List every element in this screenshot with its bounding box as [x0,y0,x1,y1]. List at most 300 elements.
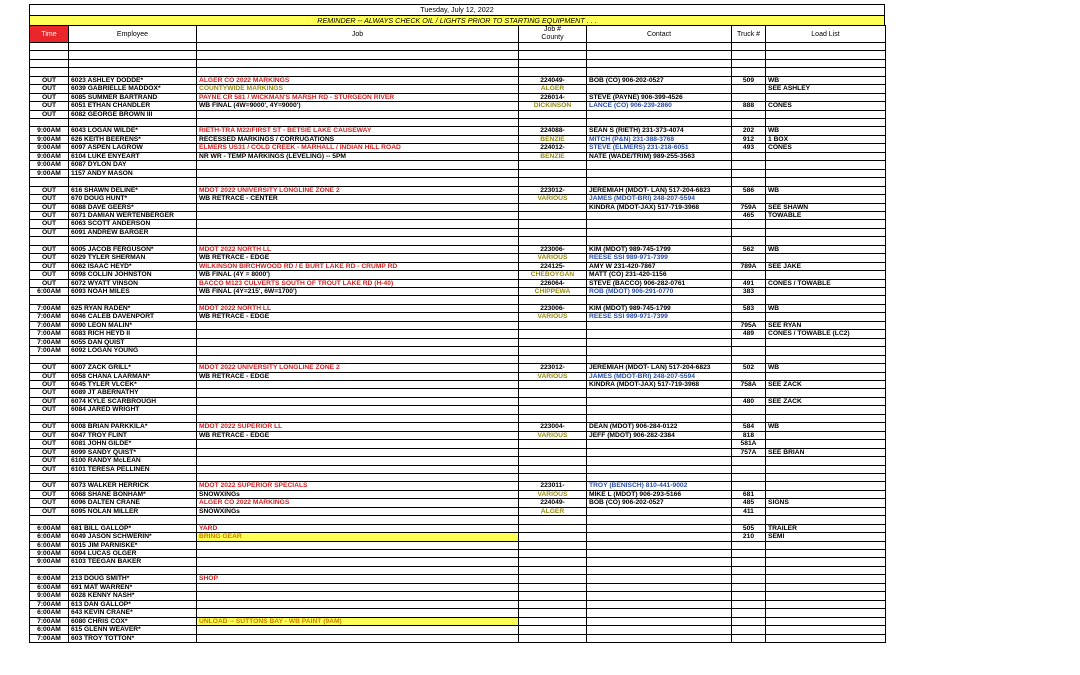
cell-time: OUT [30,211,69,219]
cell-truck: 818 [732,431,766,439]
cell-job-number [519,600,587,608]
cell-truck: 505 [732,524,766,532]
cell-contact [587,440,732,448]
cell-truck [732,110,766,118]
cell-employee: 6008 BRIAN PARKKILA* [69,423,197,431]
cell-time: OUT [30,110,69,118]
cell-truck: 581A [732,440,766,448]
cell-job [197,516,519,524]
cell-job-number [519,609,587,617]
table-row [30,499,886,507]
cell-job [197,338,519,346]
cell-contact [587,110,732,118]
cell-job: WILKINSON BIRCHWOOD RD / E BURT LAKE RD - CRUMP RD [197,262,519,270]
cell-load-list: SEE ZACK [766,397,886,405]
cell-time: 7:00AM [30,634,69,642]
cell-employee: 6089 JT ABERNATHY [69,389,197,397]
cell-time: OUT [30,186,69,194]
cell-truck [732,473,766,481]
cell-contact [587,507,732,515]
cell-job [197,228,519,236]
cell-contact [587,524,732,532]
table-row [30,203,886,211]
cell-job-number [519,237,587,245]
cell-truck: 912 [732,135,766,143]
cell-time [30,414,69,422]
cell-contact: KIM (MDOT) 989-745-1799 [587,304,732,312]
cell-truck: 485 [732,499,766,507]
cell-time: 7:00AM [30,347,69,355]
cell-truck [732,465,766,473]
cell-load-list [766,389,886,397]
cell-job: SNOWXINGs [197,490,519,498]
cell-load-list: SEMI [766,533,886,541]
table-row [30,583,886,591]
cell-job-number [519,457,587,465]
table-row [30,85,886,93]
cell-employee: 6103 TEEGAN BAKER [69,558,197,566]
cell-time: OUT [30,431,69,439]
cell-load-list: WB [766,127,886,135]
cell-job: BACCO M123 CULVERTS SOUTH OF TROUT LAKE RD (H-40) [197,279,519,287]
cell-contact [587,626,732,634]
cell-job [197,592,519,600]
cell-job [197,626,519,634]
cell-employee: 1157 ANDY MASON [69,169,197,177]
cell-employee [69,51,197,59]
cell-truck [732,355,766,363]
cell-time [30,51,69,59]
cell-employee: 6093 NOAH MILES [69,288,197,296]
table-row [30,575,886,583]
table-row [30,457,886,465]
table-row [30,507,886,515]
cell-contact: REESE SSI 989-971-7399 [587,254,732,262]
table-row [30,338,886,346]
table-row [30,626,886,634]
cell-job-number: BENZIE [519,135,587,143]
cell-job: MDOT 2022 UNIVERSITY LONGLINE ZONE 2 [197,186,519,194]
table-row [30,262,886,270]
cell-truck: 758A [732,380,766,388]
cell-load-list [766,296,886,304]
cell-contact: KINDRA (MDOT-JAX) 517-719-3968 [587,203,732,211]
cell-job-number [519,119,587,127]
cell-truck: 202 [732,127,766,135]
cell-contact: MIKE L (MDOT) 906-293-5166 [587,490,732,498]
cell-truck [732,93,766,101]
col-header-job-number [519,26,587,43]
cell-employee [69,178,197,186]
cell-time: OUT [30,279,69,287]
table-row [30,135,886,143]
cell-job: ALGER CO 2022 MARKINGS [197,499,519,507]
cell-employee: 6080 CHRIS COX* [69,617,197,625]
cell-time: OUT [30,397,69,405]
table-row [30,271,886,279]
table-row [30,617,886,625]
cell-truck: 562 [732,245,766,253]
schedule-rows [30,43,886,643]
table-row [30,288,886,296]
cell-job-number [519,355,587,363]
col-header-contact: Contact [587,26,732,43]
cell-job [197,178,519,186]
cell-load-list: TOWABLE [766,211,886,219]
cell-employee: 6092 LOGAN YOUNG [69,347,197,355]
table-row [30,397,886,405]
cell-load-list [766,178,886,186]
cell-employee: 6097 ASPEN LAGROW [69,144,197,152]
cell-employee: 6047 TROY FLINT [69,431,197,439]
cell-contact: SEAN S (RIETH) 231-373-4074 [587,127,732,135]
cell-load-list [766,338,886,346]
cell-contact [587,609,732,617]
cell-time: 7:00AM [30,617,69,625]
cell-job [197,558,519,566]
spacer-row [30,59,886,67]
cell-job [197,43,519,51]
cell-employee [69,237,197,245]
cell-contact: JEREMIAH (MDOT- LAN) 517-204-6823 [587,186,732,194]
cell-employee: 6055 DAN QUIST [69,338,197,346]
cell-job [197,161,519,169]
cell-time: OUT [30,102,69,110]
cell-time: OUT [30,364,69,372]
cell-truck [732,59,766,67]
cell-employee: 6063 SCOTT ANDERSON [69,220,197,228]
cell-employee: 6072 WYATT VINSON [69,279,197,287]
cell-job [197,355,519,363]
cell-job-number [519,389,587,397]
table-row [30,76,886,84]
cell-load-list [766,59,886,67]
table-row [30,195,886,203]
cell-job: BRING GEAR [197,533,519,541]
cell-job [197,406,519,414]
reminder-banner: REMINDER -- ALWAYS CHECK OIL / LIGHTS PRIOR TO STARTING EQUIPMENT . . . [29,15,885,25]
cell-contact [587,51,732,59]
cell-job [197,110,519,118]
spacer-row [30,68,886,76]
cell-employee: 6085 SUMMER BARTRAND [69,93,197,101]
cell-load-list: CONES / TOWABLE (LC2) [766,330,886,338]
cell-job-number: CHIPPEWA [519,288,587,296]
cell-contact [587,355,732,363]
cell-time: 9:00AM [30,152,69,160]
cell-load-list [766,457,886,465]
cell-load-list [766,490,886,498]
cell-contact [587,347,732,355]
cell-time: 7:00AM [30,330,69,338]
cell-truck: 681 [732,490,766,498]
table-row [30,144,886,152]
cell-contact [587,583,732,591]
cell-time: 9:00AM [30,550,69,558]
cell-time: OUT [30,490,69,498]
cell-contact: BOB (CO) 906-202-0527 [587,76,732,84]
cell-time: OUT [30,85,69,93]
table-row [30,186,886,194]
cell-employee: 6045 TYLER VLCEK* [69,380,197,388]
cell-time: OUT [30,93,69,101]
cell-load-list [766,254,886,262]
cell-load-list [766,482,886,490]
cell-contact [587,600,732,608]
table-row [30,220,886,228]
cell-job [197,609,519,617]
cell-job [197,296,519,304]
cell-job [197,51,519,59]
cell-time [30,59,69,67]
cell-load-list: SEE ZACK [766,380,886,388]
cell-time: 9:00AM [30,161,69,169]
cell-truck [732,313,766,321]
col-header-job-number-label: Job # [543,26,562,33]
cell-contact: MITCH (P&N) 231-388-3768 [587,135,732,143]
cell-employee: 681 BILL GALLOP* [69,524,197,532]
cell-time: 9:00AM [30,169,69,177]
cell-contact [587,541,732,549]
cell-truck [732,296,766,304]
cell-load-list [766,68,886,76]
cell-job-number [519,533,587,541]
table-row [30,524,886,532]
cell-job-number [519,414,587,422]
cell-contact [587,465,732,473]
cell-time: OUT [30,457,69,465]
cell-truck [732,338,766,346]
cell-job-number: 226014- [519,93,587,101]
table-row [30,152,886,160]
cell-job: YARD [197,524,519,532]
cell-job [197,330,519,338]
cell-truck [732,169,766,177]
cell-job: WB RETRACE - EDGE [197,254,519,262]
cell-job: WB RETRACE - EDGE [197,431,519,439]
cell-job-number [519,440,587,448]
cell-time: 6:00AM [30,533,69,541]
cell-contact [587,457,732,465]
cell-employee: 6015 JIM PARNISKE* [69,541,197,549]
cell-job-number [519,575,587,583]
cell-truck: 489 [732,330,766,338]
cell-load-list [766,43,886,51]
cell-contact [587,330,732,338]
cell-job [197,634,519,642]
cell-load-list [766,406,886,414]
cell-time: OUT [30,220,69,228]
cell-load-list [766,347,886,355]
cell-truck [732,516,766,524]
cell-time [30,178,69,186]
table-row [30,313,886,321]
cell-time: 7:00AM [30,313,69,321]
table-row [30,380,886,388]
cell-load-list [766,550,886,558]
cell-employee [69,296,197,304]
cell-contact: LANCE (CO) 906-239-2860 [587,102,732,110]
cell-employee: 6087 DYLON DAY [69,161,197,169]
cell-truck [732,617,766,625]
cell-job: UNLOAD -- SUTTONS BAY - WB PAINT (9AM) [197,617,519,625]
cell-contact: REESE SSI 989-971-7399 [587,313,732,321]
cell-job: SHOP [197,575,519,583]
cell-time: OUT [30,203,69,211]
cell-job [197,59,519,67]
cell-job-number: VARIOUS [519,313,587,321]
cell-truck [732,85,766,93]
cell-load-list [766,617,886,625]
cell-truck [732,372,766,380]
cell-truck: 502 [732,364,766,372]
cell-load-list: WB [766,304,886,312]
cell-truck [732,575,766,583]
spacer-row [30,296,886,304]
cell-job-number [519,161,587,169]
cell-employee: 613 DAN GALLOP* [69,600,197,608]
cell-time [30,68,69,76]
table-row [30,161,886,169]
cell-employee: 6023 ASHLEY DODDE* [69,76,197,84]
cell-employee: 6084 JARED WRIGHT [69,406,197,414]
cell-load-list [766,169,886,177]
cell-truck: 888 [732,102,766,110]
cell-truck: 583 [732,304,766,312]
cell-contact [587,592,732,600]
cell-contact [587,558,732,566]
cell-contact: JAMES (MDOT-BRI) 248-207-5594 [587,372,732,380]
cell-employee [69,473,197,481]
cell-truck [732,43,766,51]
cell-load-list [766,372,886,380]
cell-job-number [519,634,587,642]
cell-job [197,440,519,448]
cell-load-list: WB [766,76,886,84]
cell-job-number [519,524,587,532]
cell-time: OUT [30,380,69,388]
cell-truck [732,254,766,262]
cell-load-list: WB [766,423,886,431]
cell-truck: 795A [732,321,766,329]
cell-job-number: CHEBOYGAN [519,271,587,279]
table-row [30,93,886,101]
cell-time: 7:00AM [30,600,69,608]
cell-truck [732,237,766,245]
cell-load-list [766,93,886,101]
cell-time [30,355,69,363]
cell-job: WB RETRACE - EDGE [197,372,519,380]
col-header-county-label: County [541,34,564,41]
cell-load-list: SIGNS [766,499,886,507]
table-row [30,592,886,600]
cell-truck [732,51,766,59]
cell-contact [587,119,732,127]
cell-employee: 603 TROY TOTTON* [69,634,197,642]
cell-job: SNOWXINGs [197,507,519,515]
schedule-sheet [29,4,885,643]
cell-contact [587,533,732,541]
cell-truck [732,600,766,608]
cell-load-list [766,473,886,481]
cell-job: MDOT 2022 SUPERIOR SPECIALS [197,482,519,490]
cell-job-number [519,592,587,600]
cell-truck: 757A [732,448,766,456]
cell-job: WB FINAL (4W=9000', 4Y=9000') [197,102,519,110]
cell-contact [587,338,732,346]
cell-job-number [519,169,587,177]
spacer-row [30,516,886,524]
cell-load-list [766,161,886,169]
cell-employee: 6058 CHANA LAARMAN* [69,372,197,380]
cell-load-list [766,558,886,566]
cell-job-number [519,566,587,574]
cell-job-number: VARIOUS [519,431,587,439]
cell-contact [587,566,732,574]
cell-time: OUT [30,423,69,431]
table-row [30,448,886,456]
cell-contact: AMY W 231-420-7867 [587,262,732,270]
cell-job-number: BENZIE [519,152,587,160]
col-header-load-list: Load List [766,26,886,43]
cell-job: MDOT 2022 NORTH LL [197,304,519,312]
cell-truck: 491 [732,279,766,287]
cell-employee: 6074 KYLE SCARBROUGH [69,397,197,405]
cell-job [197,321,519,329]
cell-job [197,473,519,481]
cell-time [30,296,69,304]
cell-load-list: WB [766,186,886,194]
cell-job-number: 224088- [519,127,587,135]
cell-job-number [519,465,587,473]
cell-truck [732,626,766,634]
cell-truck [732,347,766,355]
cell-truck [732,414,766,422]
cell-contact [587,296,732,304]
cell-job-number [519,338,587,346]
cell-job-number: VARIOUS [519,195,587,203]
cell-employee [69,119,197,127]
cell-load-list: SEE RYAN [766,321,886,329]
cell-contact: BOB (CO) 906-202-0527 [587,499,732,507]
cell-time: 6:00AM [30,609,69,617]
cell-employee [69,516,197,524]
cell-contact [587,617,732,625]
cell-job-number [519,203,587,211]
cell-job: COUNTYWIDE MARKINGS [197,85,519,93]
table-row [30,347,886,355]
table-row [30,482,886,490]
cell-load-list [766,355,886,363]
cell-job-number [519,516,587,524]
cell-job-number [519,617,587,625]
cell-load-list [766,516,886,524]
cell-job-number [519,110,587,118]
cell-time: 7:00AM [30,338,69,346]
cell-job [197,397,519,405]
cell-load-list [766,228,886,236]
cell-job-number [519,583,587,591]
cell-truck: 584 [732,423,766,431]
cell-load-list [766,152,886,160]
cell-time: 6:00AM [30,524,69,532]
cell-contact [587,397,732,405]
cell-job [197,119,519,127]
table-row [30,254,886,262]
cell-load-list [766,583,886,591]
cell-job-number: 223011- [519,482,587,490]
cell-job: MDOT 2022 NORTH LL [197,245,519,253]
